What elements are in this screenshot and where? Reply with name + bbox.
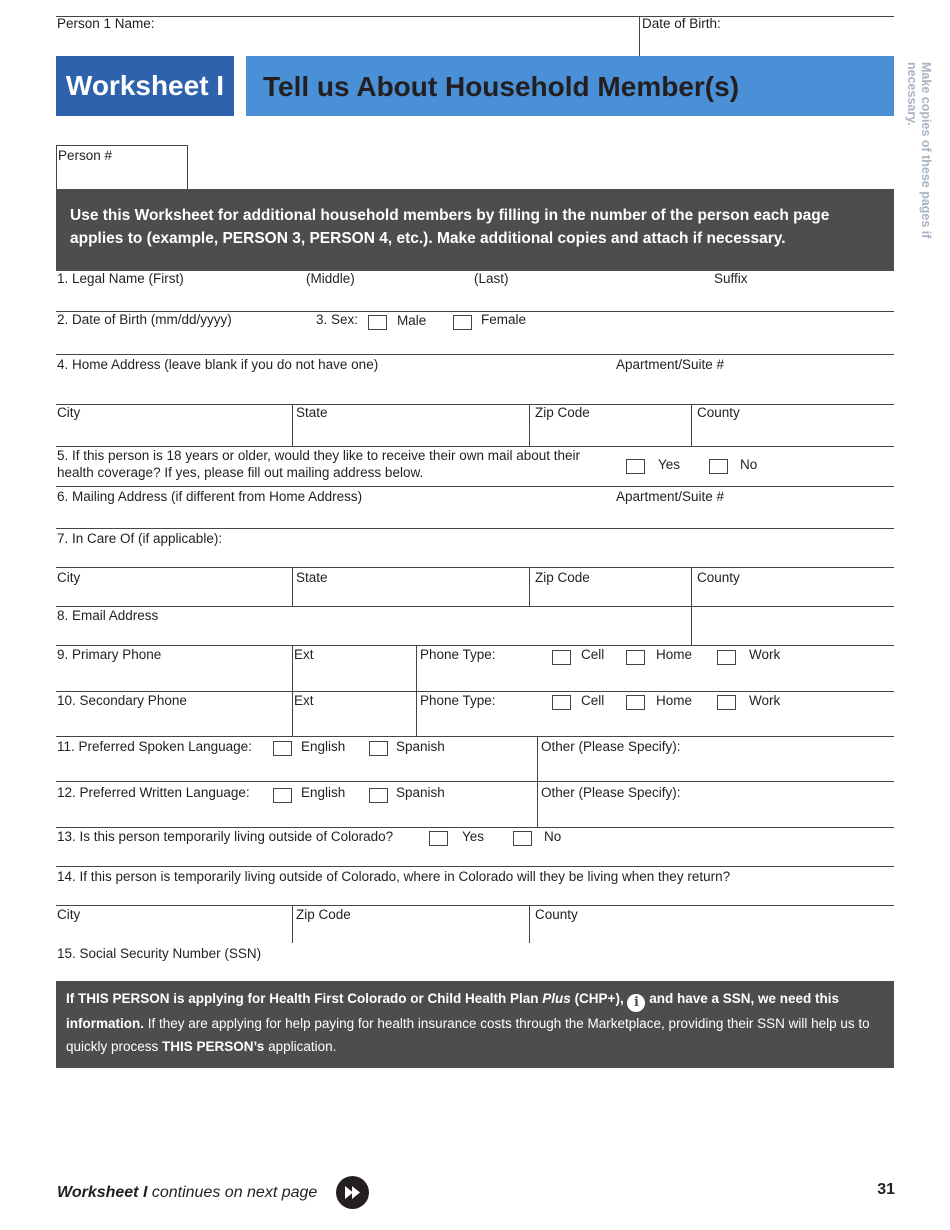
return-city-label: City — [57, 907, 81, 922]
q4-label: 4. Home Address (leave blank if you do not have one) — [57, 357, 379, 372]
fast-forward-icon[interactable] — [336, 1176, 369, 1209]
q13-no-label: No — [544, 829, 562, 844]
q11-english-label: English — [301, 739, 346, 754]
cell-divider — [292, 567, 293, 606]
q12-label: 12. Preferred Written Language: — [57, 785, 250, 800]
footer-worksheet-name: Worksheet I — [57, 1184, 148, 1201]
q4-apt-label: Apartment/Suite # — [616, 357, 725, 372]
cell-divider — [529, 567, 530, 606]
q1-last-label: (Last) — [474, 271, 509, 286]
q6-apt-label: Apartment/Suite # — [616, 489, 725, 504]
q10-cell-checkbox[interactable] — [552, 695, 571, 710]
home-county-label: County — [697, 405, 740, 420]
q3-label: 3. Sex: — [316, 312, 359, 327]
q1-suffix-label: Suffix — [714, 271, 748, 286]
row-rule — [56, 736, 894, 737]
q1-middle-label: (Middle) — [306, 271, 355, 286]
row-rule — [56, 781, 894, 782]
mail-state-label: State — [296, 570, 328, 585]
sex-female-label: Female — [481, 312, 527, 327]
q12-other-label: Other (Please Specify): — [541, 785, 681, 800]
q9-phone-type-label: Phone Type: — [420, 647, 496, 662]
return-county-label: County — [535, 907, 578, 922]
q10-home-label: Home — [656, 693, 693, 708]
ssn-text-part7: application. — [264, 1039, 337, 1054]
q5-no-label: No — [740, 457, 758, 472]
return-zip-label: Zip Code — [296, 907, 351, 922]
worksheet-badge-text: Worksheet I — [65, 70, 225, 101]
ssn-text-part1: If THIS PERSON is applying for Health First Colorado or Child Health Plan — [66, 991, 543, 1006]
q1-label: 1. Legal Name (First) — [57, 271, 184, 286]
q10-phone-type-label: Phone Type: — [420, 693, 496, 708]
person1-name-label: Person 1 Name: — [57, 16, 155, 31]
q13-no-checkbox[interactable] — [513, 831, 532, 846]
mail-zip-label: Zip Code — [535, 570, 590, 585]
q9-ext-label: Ext — [294, 647, 314, 662]
row-rule — [56, 866, 894, 867]
q10-home-checkbox[interactable] — [626, 695, 645, 710]
ssn-info-box — [56, 981, 894, 1068]
row-rule — [56, 446, 894, 447]
mail-city-label: City — [57, 570, 81, 585]
q9-work-checkbox[interactable] — [717, 650, 736, 665]
q13-label: 13. Is this person temporarily living outside of Colorado? — [57, 829, 394, 844]
cell-divider — [292, 404, 293, 446]
top-rule — [56, 16, 894, 17]
q10-label: 10. Secondary Phone — [57, 693, 187, 708]
row-rule — [56, 528, 894, 529]
info-icon[interactable] — [627, 994, 645, 1012]
row-rule — [56, 404, 894, 405]
person-number-label: Person # — [58, 148, 113, 163]
person-number-box[interactable] — [56, 145, 188, 190]
q9-home-checkbox[interactable] — [626, 650, 645, 665]
q5-line2: health coverage? If yes, please fill out mailing address below. — [57, 465, 424, 480]
page-title: Tell us About Household Member(s) — [263, 71, 740, 102]
q9-label: 9. Primary Phone — [57, 647, 162, 662]
title-banner — [246, 56, 894, 116]
q10-work-label: Work — [749, 693, 781, 708]
instructions-text: Use this Worksheet for additional household members by filling in the number of the person each page applies to (example, PERSON 3, PERSON 4, etc.). Make additional copies and attach if necessary. — [70, 207, 830, 247]
q8-label: 8. Email Address — [57, 608, 159, 623]
q13-yes-label: Yes — [462, 829, 485, 844]
ssn-text-part3: and have a SSN, we need this — [645, 991, 840, 1006]
footer-continues — [57, 1183, 317, 1203]
info-icon-glyph: i — [633, 995, 639, 1010]
q11-label: 11. Preferred Spoken Language: — [57, 739, 252, 754]
q6-label: 6. Mailing Address (if different from Home Address) — [57, 489, 363, 504]
dob-label: Date of Birth: — [642, 16, 721, 31]
q12-english-checkbox[interactable] — [273, 788, 292, 803]
row-rule — [56, 567, 894, 568]
cell-divider — [292, 905, 293, 943]
row-rule — [56, 354, 894, 355]
ssn-text-part6: THIS PERSON’s — [162, 1039, 265, 1054]
home-zip-label: Zip Code — [535, 405, 590, 420]
home-city-label: City — [57, 405, 81, 420]
row-rule — [56, 691, 894, 692]
q11-spanish-label: Spanish — [396, 739, 445, 754]
sex-female-checkbox[interactable] — [453, 315, 472, 330]
page-number: 31 — [877, 1181, 895, 1198]
dob-divider — [639, 16, 640, 56]
cell-divider — [292, 645, 293, 691]
q7-label: 7. In Care Of (if applicable): — [57, 531, 223, 546]
ssn-text-part2: (CHP+), — [570, 991, 624, 1006]
q12-spanish-checkbox[interactable] — [369, 788, 388, 803]
q5-yes-checkbox[interactable] — [626, 459, 645, 474]
ssn-info-text — [66, 987, 886, 1058]
q9-cell-label: Cell — [581, 647, 605, 662]
cell-divider — [691, 404, 692, 446]
q9-home-label: Home — [656, 647, 693, 662]
q2-label: 2. Date of Birth (mm/dd/yyyy) — [57, 312, 232, 327]
row-rule — [56, 645, 894, 646]
sex-male-checkbox[interactable] — [368, 315, 387, 330]
side-note-text: Make copies of these pages if necessary. — [905, 62, 933, 239]
q11-english-checkbox[interactable] — [273, 741, 292, 756]
cell-divider — [529, 404, 530, 446]
q9-cell-checkbox[interactable] — [552, 650, 571, 665]
row-rule — [56, 486, 894, 487]
q9-work-label: Work — [749, 647, 781, 662]
q14-label: 14. If this person is temporarily living outside of Colorado, where in Colorado will they be living when they return? — [57, 869, 731, 884]
instructions-banner — [56, 189, 894, 271]
q10-cell-label: Cell — [581, 693, 605, 708]
fast-forward-glyph — [336, 1176, 369, 1209]
ssn-text-plus: Plus — [542, 991, 571, 1006]
q12-english-label: English — [301, 785, 346, 800]
q13-yes-checkbox[interactable] — [429, 831, 448, 846]
q5-yes-label: Yes — [658, 457, 681, 472]
q12-spanish-label: Spanish — [396, 785, 445, 800]
q5-no-checkbox[interactable] — [709, 459, 728, 474]
q5-line1: 5. If this person is 18 years or older, would they like to receive their own mail about their — [57, 448, 581, 463]
q10-work-checkbox[interactable] — [717, 695, 736, 710]
footer-continues-text: continues on next page — [147, 1184, 318, 1201]
q10-ext-label: Ext — [294, 693, 314, 708]
home-state-label: State — [296, 405, 328, 420]
side-note — [895, 62, 935, 262]
cell-divider — [529, 905, 530, 943]
worksheet-badge — [56, 56, 234, 116]
mail-county-label: County — [697, 570, 740, 585]
q11-other-label: Other (Please Specify): — [541, 739, 681, 754]
ssn-text-part5: If they are applying for help paying for health insurance costs through the Marketplace, providing their SSN will help us to quickly process — [66, 1016, 870, 1054]
ssn-text-part4: information. — [66, 1016, 144, 1031]
q11-spanish-checkbox[interactable] — [369, 741, 388, 756]
row-rule — [56, 905, 894, 906]
row-rule — [56, 827, 894, 828]
row-rule — [56, 606, 894, 607]
sex-male-label: Male — [397, 313, 427, 328]
cell-divider — [292, 691, 293, 736]
q15-label: 15. Social Security Number (SSN) — [57, 946, 262, 961]
